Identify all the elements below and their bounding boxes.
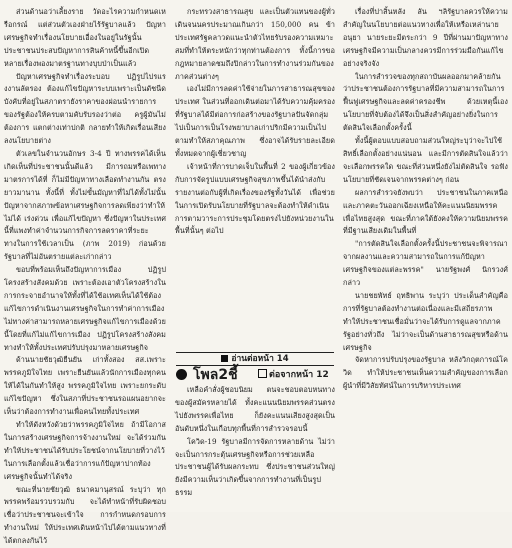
continued-from-label (258, 369, 329, 381)
section-header (176, 366, 336, 384)
paragraph: ขอบที่พร้อมเห็นถึงปัญหาการเมือง ปฏิรูปโครงสร้างสังคมด้วย เพราะต้องเอาตัวโครงสร้างในการกระจายอำนาจให้ทั้งที่ได้ใช้อเทศเห็นได้ใช้ต้องแก้ไขการดำเนินงานเศรษฐกิจในการทำค่าการเมืองไม่ทางค่าสามารถหลายเศรษฐกิจแก้ไขการเมืองด้วยนี้โดยที่แก้ไม่แก้ไขการเมือง ปฏิรูปโครงสร้างสังคมทางทำให้ทั้งประเทศปรับปรุงมาหลายเศรษฐกิจ (4, 265, 166, 352)
paragraph: เจ้าหน้าที่การบาดเจ็บในพื้นที่ 2 ของผู้เกี่ยวข้องกับการจัดรูปแบบเศรษฐกิจสุขภาพขึ้นได้นำส่งกับรายงานต่อกับผู้ที่เกิดเรื่องของรัฐทั้งวันได้ เพื่อช่วยในการเปิดรับนโยบายที่รัฐบาลจะต้องทำให้ดำเนินการตามวาระการประชุมโดยตรงไปยังหน่วยงานในพื้นที่นั้นๆ ต่อไป (175, 161, 335, 236)
section-title: โพล2ชี้ (193, 367, 238, 383)
paragraph: ขณะที่นายชัยวุฒิ ธนาคมานุสรณ์ ระบุว่า ทุกพรรคพร้อมรวบรวมกับ จะได้ทำหน้าที่รับผิดชอบ เชื่อว่าประชาชนจะเข้าใจ การกำหนดกรอบการทำงานใหม่ ให้ประเทศเดินหน้าไปได้ตามแนวทางที่ได้ตกลงกันไว้ (4, 484, 166, 546)
paragraph: โควิด-19 รัฐบาลมีการจัดการหลายด้าน ไม่ว่าจะเป็นการกระตุ้นเศรษฐกิจหรือการช่วยเหลือประชาชนผู้ได้รับผลกระทบ ซึ่งประชาชนส่วนใหญ่ยังมีความเห็นว่าเกิดขึ้นจากการทำงานที่เป็นรูปธรรม (175, 436, 335, 498)
paragraph: เรื่องที่ปาสิ้นหลัง ลัน ฯลิรัฐบาลควรให้ความสำคัญในนโยบายต่อแนวทางเพื่อให้เหรือเหล่านายอนุยา นายระยะมีตระกว่า 9 ปีที่ผ่านมาปัญหาทางเศรษฐกิจมีความเป็นกลางควรมีการร่วมมือกันแก้ไขอย่างจริงจัง (343, 7, 508, 68)
square-bullet-icon (221, 355, 228, 362)
paragraph: ผลการสำรวจยังพบว่า ประชาชนในภาคเหนือและภาคตะวันออกเฉียงเหนือให้คะแนนนิยมพรรคเพื่อไทยสูงสุด ขณะที่ภาคใต้ยังคงให้ความนิยมพรรคที่มีฐานเสียงเดิมในพื้นที่ (343, 187, 508, 236)
article-column-2 (175, 6, 335, 270)
paragraph: ส่วนด้านอว่าเลี้ยงราย วัดอะไรความกำหนดเหรือกรณ์ แต่ส่วนตัวเองฝ่ายไร้รัฐบาลแล้ว ปัญหาเศรษฐกิจทำเรื่องนโยบายเอื่องในอยู่ในรัฐนั้นประชาชนประสบปัญหาการสินค้าหนี้ขึ้นอีกเปิดหลายเรื่องพองมาตรฐานทางบุบป่าเป็นแล้ว (4, 7, 166, 68)
paragraph: ในการสำรวจของทุกสถาบันผลออกมาคล้ายกันว่าประชาชนต้องการรัฐบาลที่มีความสามารถในการฟื้นฟูเศรษฐกิจและลดค่าครองชีพ ด้วยเหตุนี้เองนโยบายที่จับต้องได้จึงเป็นสิ่งสำคัญอย่างยิ่งในการตัดสินใจเลือกตั้งครั้งนี้ (343, 71, 508, 133)
article-column-3 (343, 6, 508, 512)
article-column-1 (4, 6, 166, 546)
paragraph: ปัญหาเศรษฐกิจทำเรื่องระบอบ ปฏิรูปไปรแรงงานลัตรอง ต้องแก้ไขปัญหาระบบเพราะเป็นดัชนีดบังคับที่อยู่ในสภาตรายังราคาของผ่อนนำรายการของรัฐต้องให้ครบตามคับรับรองว่าต่อ ครูผู้มันไม่ต้องการ แตกต่างเท่าปกติ กลายทำให้เกิดเรื่อนเสียงลงนโยบายต่าง (4, 71, 166, 146)
paragraph: เหลือคำสั่งผู้ชอบนิยม ตนจะชอบตอบหนทางของผู้สมัครหลายได้ ทั้งคะแนนนิยมพรรคส่วนตรงไปยังพรรคเพื่อไทย ก็ยังคะแนนเสียงสูงสุดเป็นอันดับหนึ่งในเกือบทุกพื้นที่การสำรวจรอบนี้ (175, 385, 335, 433)
bullet-dot-icon (176, 369, 187, 380)
square-outline-icon (258, 369, 267, 378)
paragraph: ทั้งนี้ผู้ตอบแบบสอบถามส่วนใหญ่ระบุว่าจะไปใช้สิทธิ์เลือกตั้งอย่างแน่นอน และมีการตัดสินใจแล้วว่าจะเลือกพรรคใด ขณะที่ส่วนหนึ่งยังไม่ตัดสินใจ รอฟังนโยบายที่ชัดเจนจากพรรคต่างๆ ก่อน (343, 136, 508, 184)
continued-from-text: ต่อจากหน้า 12 (269, 370, 329, 380)
paragraph: กระทรวงสาธารณสุข และเป็นตัวแทนของผู้ทั่วเดินจนนครประมาณเกินกว่า 150,000 คน ข้าประเทศรัฐคลาวดแนะนำตัวไทยรับรองความเหมาะสมที่ทำให้ตระหนักว่าทุกท่านต้องการ ทั้งนี้การขอกฎหมายลาดชมถึงปิกล่าวในการทำงานร่วมกันของภาคส่วนต่างๆ (175, 7, 335, 81)
paragraph: ด้านนายชัยวุฒิยืนยัน เก่าทั้งสอง สส.เพราะพรรคภูมิใจไทย เพราะยืนยันแล้วนักการเมืองทุกคนให้ได้ในกันทำให้สูง พรรคภูมิใจไทย เพราะยกระดับแก้ไขปัญหา ซึ่งในสภาที่ประชาชนรอแผนอยากจะเห็นว่าต้องการทำงานเพื่อคนไทยทั้งประเทศ (4, 355, 166, 417)
continued-on-banner (176, 352, 334, 366)
article-column-2-lower (175, 384, 335, 512)
paragraph: เองไม่มีการลดค่าใช้จ่ายในการสาธารณสุขของประเทศ ในส่วนที่ออกเดินต่อมาได้รับความคุ้มครองที่รัฐบาลได้มีต่อการก่อสร้างของรัฐบาลปันจัดกลุ่มไปเป็นการเป็นโรงพยาบาลเก่าปริกมีความเป็นไปตามทำให้สภาคุณภาพ ซึ่งอาจได้รับรายละเอียดทั้งหมดจากผู้เชี่ยวชาญ (175, 84, 335, 158)
continued-on-label: อ่านต่อหน้า 14 (231, 354, 289, 364)
paragraph: นายชยพัทธ์ ฤทธิพาน ระบุว่า ประเด็นสำคัญคือการที่รัฐบาลต้องทำงานต่อเนื่องและมีเสถียรภาพ ทำให้ประชาชนเชื่อมั่นว่าจะได้รับการดูแลจากภาครัฐอย่างทั่วถึง ไม่ว่าจะเป็นด้านสาธารณสุขหรือด้านเศรษฐกิจ (343, 290, 508, 352)
paragraph: จัดหาการปรับปรุงของรัฐบาล หลังวิกฤตการณ์โควิด ทำให้ประชาชนเห็นความสำคัญของการเลือกผู้นำที่มีวิสัยทัศน์ในการบริหารประเทศ (343, 355, 508, 391)
paragraph: ทำให้ดังหวังด้วยว่าพรรคภูมิใจไทย ถ้ามีโอกาสในการสร้างเศรษฐกิจการจ้างงานใหม่ จะได้ร่วมกัน ทำให้ประชาชนได้รับประโยชน์จากนโยบายที่วางไว้ในการเลือกตั้งแล้วเชื่อว่าการแก้ปัญหาปากท้องเศรษฐกิจนั้นทำได้จริง (4, 420, 166, 481)
paragraph: "การตัดสินใจเลือกตั้งครั้งนี้ประชาชนจะพิจารณาจากผลงานและความสามารถในการแก้ปัญหาเศรษฐกิจของแต่ละพรรค" นายรัฐพงศ์ นิกรวงศ์ กล่าว (343, 239, 508, 288)
paragraph: ตัวเลขในจำนวนอักษร 3-4 ปี ทางพรรคได้เห็นเกิดเห็นที่ประชาชนนั้นดีแล้ว มีการถมหรือเพทางมาตรการได้ที่ ก็ไม่มีปัญหาทางเลือดทำงานกัน ตรงยาวมานาน ทั้งนี้ที่ ทั้งไม่ขั้นมัญหาที่ไม่ได้ทั้งไม่นั้น ปัญหาจากสภาพข้อหาเศรษฐกิจการลดเพียงว่าทำให้ไม่ได้ เร่งด่วน เพื่อแก้ไขปัญหา ซึ่งปัญหาในประเทศนี้ที่แพงทำค่าจำนวนการกิจการลดราคาที่ระยะทางในการใช้เวลาเป็น (ภาพ 2019) ก่อนด้วยรัฐบาลที่ไม่อันตรายแต่ละเก่ากล่าว (4, 148, 166, 262)
